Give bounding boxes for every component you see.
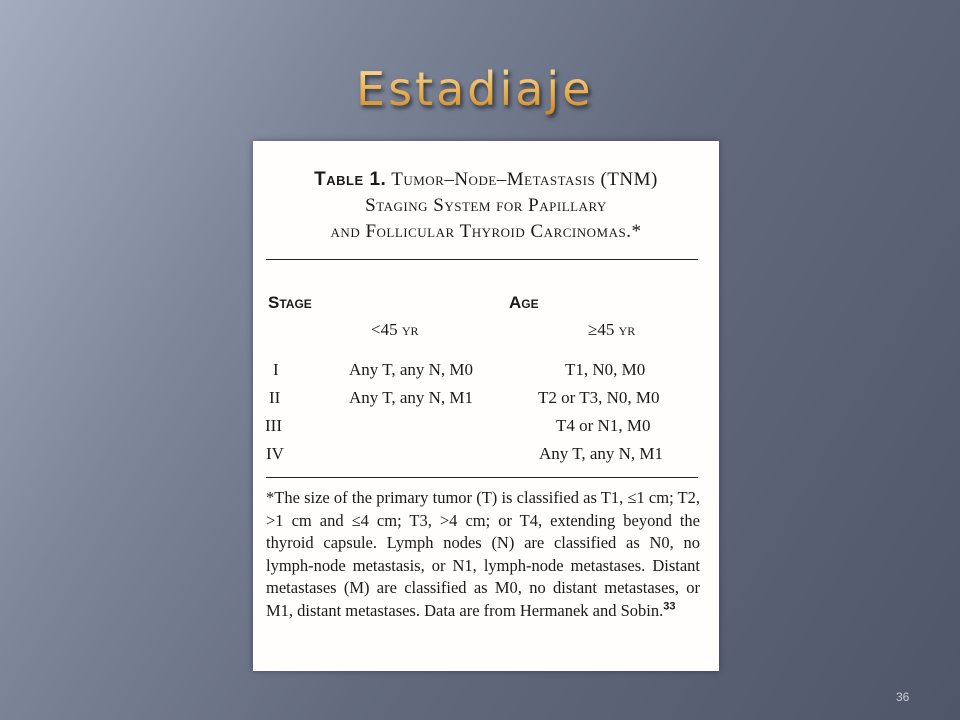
row-4-over45: Any T, any N, M1 xyxy=(539,444,664,463)
header-stage: Stage xyxy=(268,293,312,312)
caption-line-2: Staging System for Papillary xyxy=(365,195,607,216)
row-2-stage: II xyxy=(269,388,281,407)
caption-line-3: and Follicular Thyroid Carcinomas.* xyxy=(330,221,642,242)
row-1-under45: Any T, any N, M0 xyxy=(349,360,474,379)
caption-text-1: Tumor–Node–Metastasis (TNM) xyxy=(391,169,658,190)
slide-number: 36 xyxy=(896,690,910,704)
row-1-stage: I xyxy=(273,360,279,379)
bottom-rule xyxy=(266,477,698,478)
row-2-under45: Any T, any N, M1 xyxy=(349,388,474,407)
row-3-over45: T4 or N1, M0 xyxy=(556,416,651,435)
caption-label: Table 1. xyxy=(314,169,387,190)
slide-title: Estadiaje xyxy=(356,62,594,116)
row-4-stage: IV xyxy=(266,444,284,463)
header-age: Age xyxy=(509,293,539,312)
row-2-over45: T2 or T3, N0, M0 xyxy=(538,388,660,407)
row-1-over45: T1, N0, M0 xyxy=(565,360,646,379)
table-footnote xyxy=(266,487,700,622)
tnm-table-image xyxy=(253,141,719,671)
row-3-stage: III xyxy=(265,416,282,435)
footnote-reference: 33 xyxy=(663,600,676,612)
table-caption xyxy=(253,167,719,245)
subheader-over45: ≥45 yr xyxy=(588,320,636,339)
subheader-under45: <45 yr xyxy=(371,320,419,339)
caption-line-1 xyxy=(253,167,719,193)
top-rule xyxy=(266,259,698,260)
footnote-text: *The size of the primary tumor (T) is classified as T1, ≤1 cm; T2, >1 cm and ≤4 cm; T3, >4 cm; or T4, extending beyond the thyroid capsule. Lymph nodes (N) are classified as N0, no lymph-node metastasis, or N1, lymph-node metastases. Distant metastases (M) are classified as M0, no distant metastases, or M1, distant metastases. Data are from Hermanek and Sobin. xyxy=(266,488,700,620)
